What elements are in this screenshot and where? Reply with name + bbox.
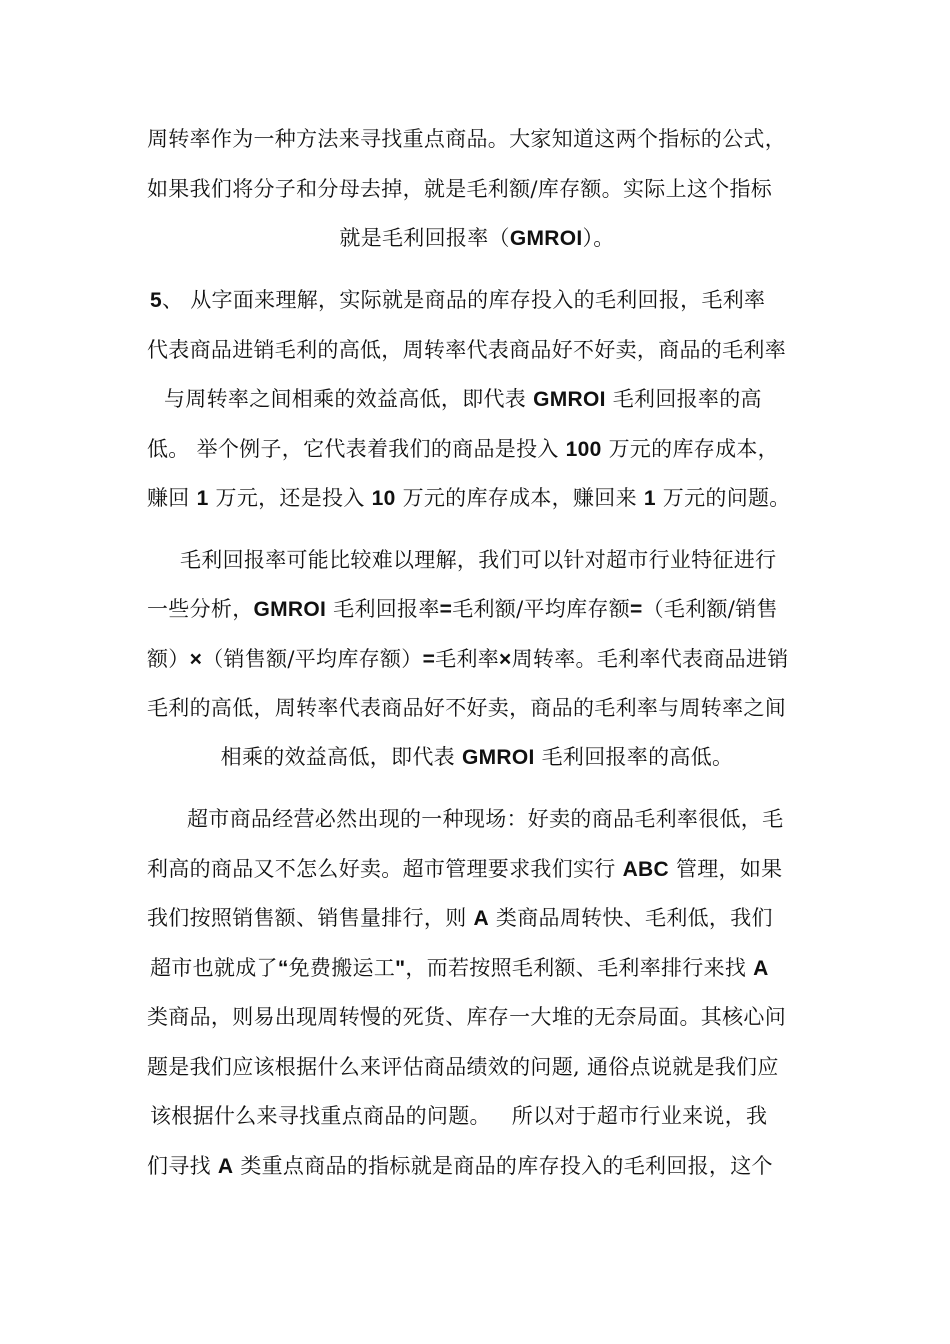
text-line: 赚回 1 万元，还是投入 10 万元的库存成本，赚回来 1 万元的问题。 [147, 486, 791, 510]
text-line: 一些分析，GMROI 毛利回报率=毛利额/平均库存额=（毛利额/销售 [147, 597, 778, 621]
text-line: 利高的商品又不怎么好卖。超市管理要求我们实行 ABC 管理，如果 [147, 857, 783, 881]
text-line: 就是毛利回报率（GMROI）。 [339, 226, 615, 250]
item-number: 5 [150, 289, 162, 312]
text-line: 相乘的效益高低，即代表 GMROI 毛利回报率的高低。 [220, 745, 734, 769]
text-line: 超市也就成了“免费搬运工"，而若按照毛利额、毛利率排行来找 A [150, 956, 769, 980]
text-line: 周转率作为一种方法来寻找重点商品。大家知道这两个指标的公式， [147, 127, 786, 151]
text-line: 低。 举个例子，它代表着我们的商品是投入 100 万元的库存成本， [147, 437, 779, 461]
text-line: 类商品，则易出现周转慢的死货、库存一大堆的无奈局面。其核心问 [147, 1005, 786, 1029]
text-line: 我们按照销售额、销售量排行，则 A 类商品周转快、毛利低，我们 [147, 906, 773, 930]
text-line: 额）×（销售额/平均库存额）=毛利率×周转率。毛利率代表商品进销 [147, 647, 789, 671]
text-line: 毛利回报率可能比较难以理解，我们可以针对超市行业特征进行 [180, 548, 777, 572]
text-line: 们寻找 A 类重点商品的指标就是商品的库存投入的毛利回报，这个 [147, 1154, 773, 1178]
text-line: 与周转率之间相乘的效益高低，即代表 GMROI 毛利回报率的高 [164, 387, 762, 411]
text-line: 超市商品经营必然出现的一种现场：好卖的商品毛利率很低，毛 [187, 807, 784, 831]
text-line: 题是我们应该根据什么来评估商品绩效的问题, 通俗点说就是我们应 [147, 1055, 779, 1079]
text-line: 代表商品进销毛利的高低，周转率代表商品好不好卖，商品的毛利率 [147, 338, 786, 362]
text-line: 如果我们将分子和分母去掉，就是毛利额/库存额。实际上这个指标 [147, 177, 773, 201]
text-line: 毛利的高低，周转率代表商品好不好卖，商品的毛利率与周转率之间 [147, 696, 786, 720]
text-line: 该根据什么来寻找重点商品的问题。 所以对于超市行业来说，我 [150, 1104, 768, 1128]
text-line: 5、 从字面来理解，实际就是商品的库存投入的毛利回报，毛利率 [150, 288, 766, 312]
